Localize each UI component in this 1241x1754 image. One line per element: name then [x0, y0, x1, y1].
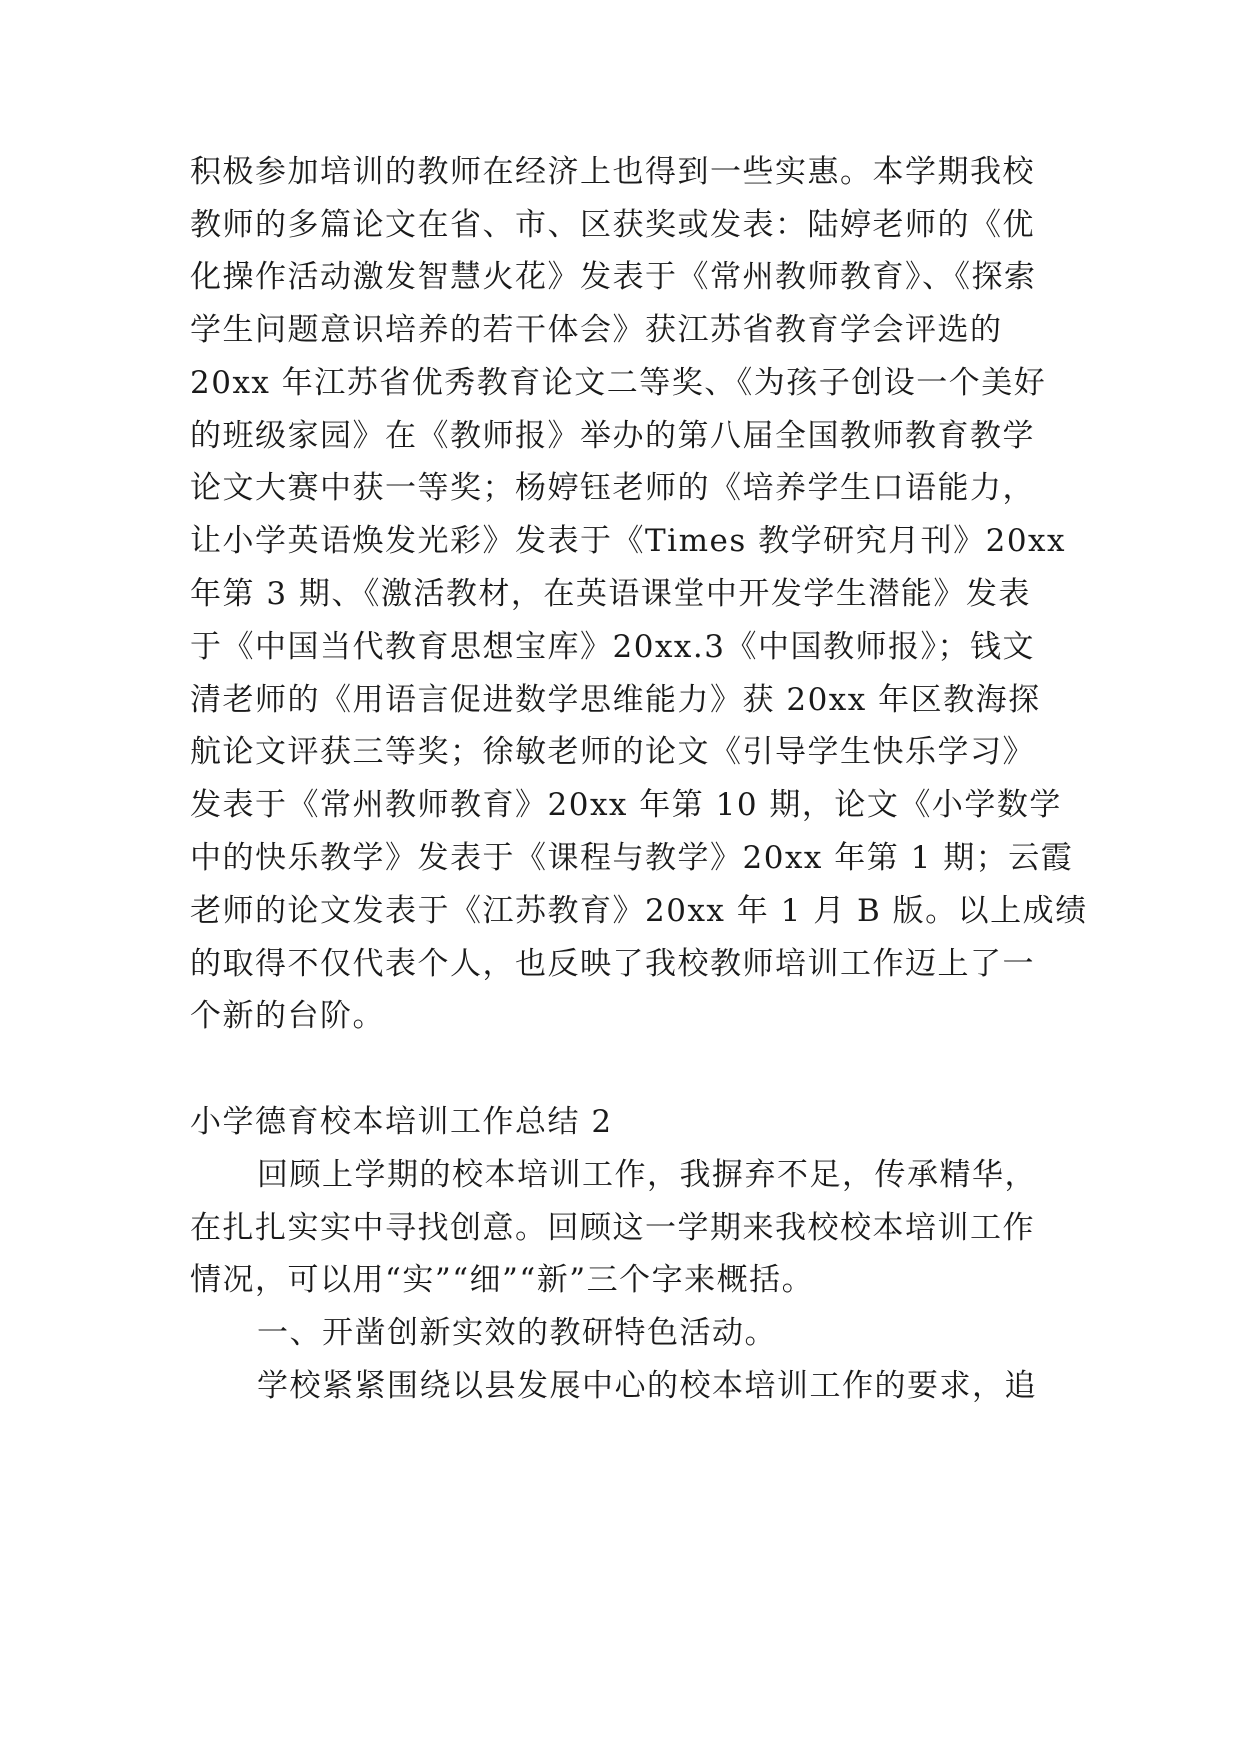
- paragraph-line: 年第 3 期、《激活教材，在英语课堂中开发学生潜能》发表: [190, 576, 1031, 612]
- paragraph-line: 老师的论文发表于《江苏教育》20xx 年 1 月 B 版。以上成绩: [190, 893, 1088, 929]
- paragraph-line: 的取得不仅代表个人，也反映了我校教师培训工作迈上了一: [190, 946, 1035, 982]
- paragraph-line: 个新的台阶。: [190, 998, 385, 1034]
- paragraph-line: 学校紧紧围绕以县发展中心的校本培训工作的要求，追: [257, 1368, 1037, 1404]
- paragraph-line: 回顾上学期的校本培训工作，我摒弃不足，传承精华，: [257, 1157, 1037, 1193]
- paragraph-line: 学生问题意识培养的若干体会》获江苏省教育学会评选的: [190, 312, 1003, 348]
- paragraph-line: 化操作活动激发智慧火花》发表于《常州教师教育》、《探索: [190, 259, 1037, 295]
- paragraph-line: 让小学英语焕发光彩》发表于《Times 教学研究月刊》20xx: [190, 523, 1067, 559]
- paragraph-line: 积极参加培训的教师在经济上也得到一些实惠。本学期我校: [190, 154, 1035, 190]
- paragraph-line: 的班级家园》在《教师报》举办的第八届全国教师教育教学: [190, 418, 1035, 454]
- paragraph-line: 在扎扎实实中寻找创意。回顾这一学期来我校校本培训工作: [190, 1210, 1035, 1246]
- section-title: 小学德育校本培训工作总结 2: [190, 1104, 613, 1140]
- paragraph-line: 清老师的《用语言促进数学思维能力》获 20xx 年区教海探: [190, 682, 1041, 718]
- paragraph-line: 中的快乐教学》发表于《课程与教学》20xx 年第 1 期；云霞: [190, 840, 1074, 876]
- subheading: 一、开凿创新实效的教研特色活动。: [257, 1315, 777, 1351]
- paragraph-line: 航论文评获三等奖；徐敏老师的论文《引导学生快乐学习》: [190, 734, 1035, 770]
- paragraph-line: 20xx 年江苏省优秀教育论文二等奖、《为孩子创设一个美好: [190, 365, 1047, 401]
- paragraph-line: 于《中国当代教育思想宝库》20xx.3《中国教师报》；钱文: [190, 629, 1035, 665]
- paragraph-line: 发表于《常州教师教育》20xx 年第 10 期，论文《小学数学: [190, 787, 1062, 823]
- paragraph-line: 情况，可以用“实”“细”“新”三个字来概括。: [190, 1262, 815, 1298]
- paragraph-line: 论文大赛中获一等奖；杨婷钰老师的《培养学生口语能力，: [190, 470, 1035, 506]
- paragraph-line: 教师的多篇论文在省、市、区获奖或发表：陆婷老师的《优: [190, 207, 1035, 243]
